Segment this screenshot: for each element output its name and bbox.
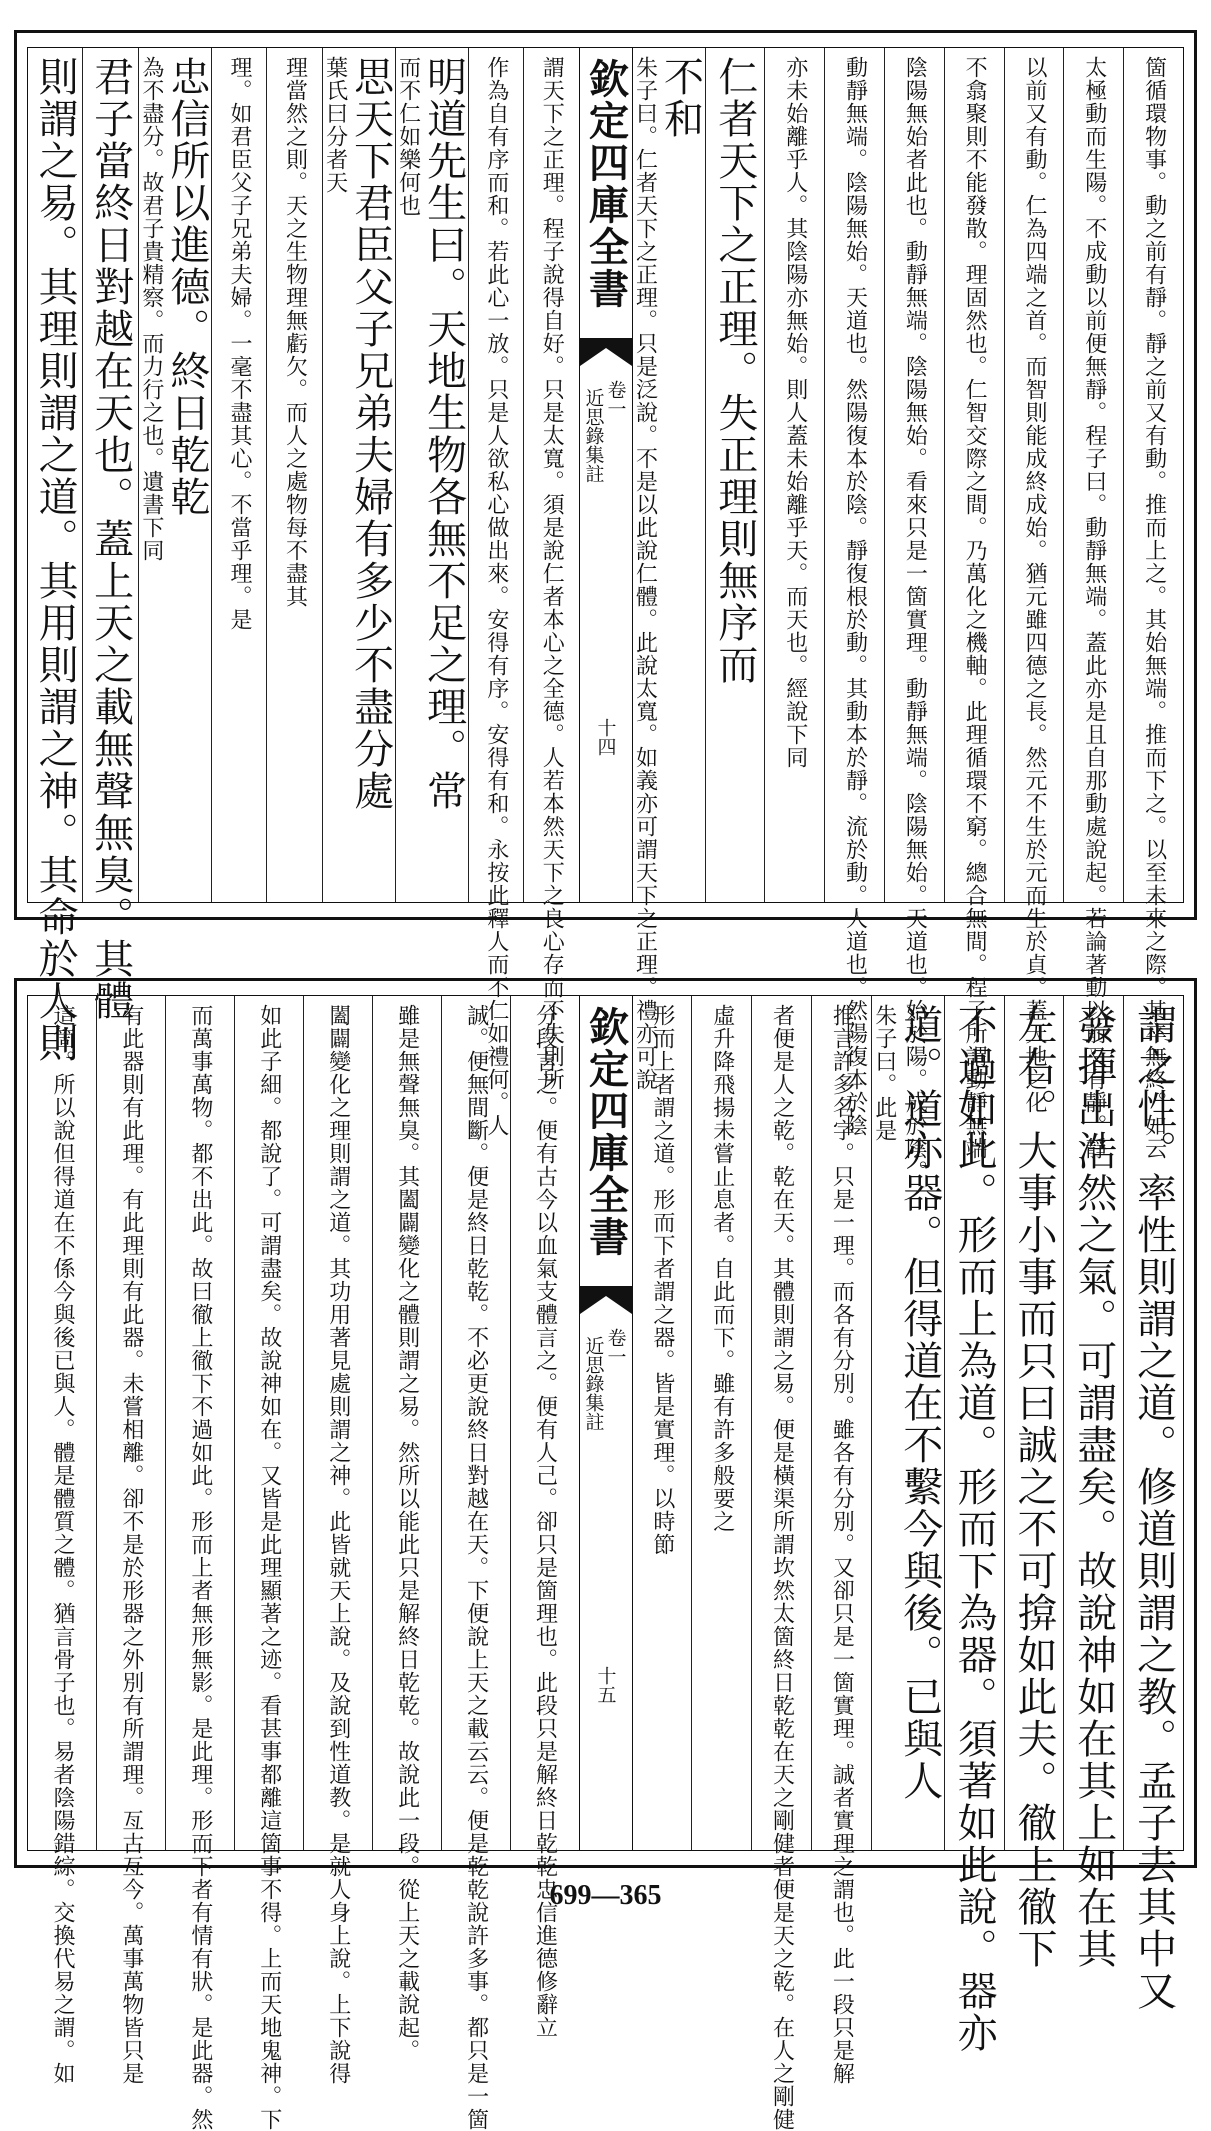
- commentary-text: 形而上者謂之道。形而下者謂之器。皆是實理。以時節: [649, 1004, 675, 1556]
- main-text: 發揮出浩然之氣。可謂盡矣。故說神如在其上如在其: [1070, 1004, 1117, 1970]
- center-juan: 卷一: [604, 1328, 627, 1366]
- text-column: [811, 996, 871, 2085]
- lower-right-half: [633, 996, 1184, 2131]
- text-column: [523, 48, 578, 1091]
- text-column: [764, 48, 824, 902]
- text-column: [1123, 48, 1183, 1160]
- text-column: [82, 48, 137, 1022]
- commentary-text: 陰陽無始者此也。動靜無端。陰陽無始。看來只是一箇實理。動靜無端。陰陽無始。天道也。始於陽。成於陰。: [902, 56, 928, 1183]
- upper-left-half: [28, 48, 579, 1137]
- commentary-text: 而萬事萬物。都不出此。故曰徹上徹下不過如此。形而上者無形無影。是此理。形而下者有情有狀。是此器。然: [187, 1004, 213, 2131]
- center-book-title: 近思錄集註: [582, 388, 605, 483]
- text-column: [441, 996, 510, 2131]
- main-text: 明道先生曰。天地生物各無不足之理。常: [420, 56, 467, 812]
- text-column: [1063, 48, 1123, 1160]
- center-juan: 卷一: [604, 380, 627, 418]
- commentary-text: 亦未始離乎人。其陰陽亦無始。則人蓋未始離乎天。而天也。經說下同: [782, 56, 808, 769]
- commentary-text: 太極動而生陽。不成動以前便無靜。程子曰。動靜無端。蓋此亦是且自那動處說起。若論著動以前又有靜。靜: [1081, 56, 1107, 1160]
- main-text: 左右。大事小事而只曰誠之不可揜如此夫。徹上徹下: [1010, 1004, 1057, 1970]
- upper-center-strip: [579, 48, 633, 902]
- center-folio: 十四: [594, 718, 617, 756]
- commentary-text: 闔闢變化之理則謂之道。其功用著見處則謂之神。此皆就天上說。及說到性道教。是就人身上說。上下說得: [325, 1004, 351, 2085]
- commentary-text: 者便是人之乾。乾在天。其體則謂之易。便是橫渠所謂坎然太箇終日乾乾在天之剛健者便是天之乾。在人之剛健: [769, 1004, 795, 2131]
- commentary-text: 誠。便無間斷。便是終日乾乾。不必更說終日對越在天。下便說上天之載云云。便是乾乾說許多事。都只是一箇: [463, 1004, 489, 2131]
- text-column: [1004, 996, 1064, 1970]
- commentary-text: 動靜無端。陰陽無始。天道也。然陽復本於陰。靜復根於動。其動本於靜。流於動。人道也。然陽復本於陰: [842, 56, 868, 1137]
- main-text: 君子當終日對越在天也。蓋上天之載無聲無臭。其體: [87, 56, 134, 1022]
- commentary-text: 虛升降飛揚未嘗止息者。自此而下。雖有許多般要之: [709, 1004, 735, 1533]
- text-column: [322, 48, 395, 902]
- commentary-text: 以前又有動。仁為四端之首。而智則能成終成始。猶元雖四德之長。然元不生於元而生於貞。蓋天地之化: [1021, 56, 1047, 1114]
- commentary-text: 理。如君臣父子兄弟夫婦。一毫不盡其心。不當乎理。是: [227, 56, 253, 631]
- text-column: [303, 996, 372, 2085]
- text-column: [138, 48, 211, 902]
- text-column: [632, 48, 705, 1091]
- commentary-text: 這箇。所以說但得道在不係今與後已與人。體是體質之體。猶言骨子也。易者陰陽錯綜。交換代易之謂。如: [49, 1004, 75, 2085]
- main-text: 忠信所以進德。終日乾乾: [163, 56, 210, 518]
- text-column: [633, 996, 692, 1850]
- text-column: [96, 996, 165, 2085]
- commentary-text: 謂天下之正理。程子說得自好。只是太寬。須是說仁者本心之全德。人若本然天下之良心存而不失則所: [539, 56, 565, 1091]
- main-text: 謂之性。率性則謂之道。修道則謂之教。孟子去其中又: [1130, 1004, 1177, 2012]
- text-column: [28, 996, 96, 2085]
- lower-center-strip: [579, 996, 633, 1850]
- text-column: [468, 48, 523, 1137]
- center-title: 欽定四庫全書: [582, 1006, 630, 1258]
- text-column: [372, 996, 441, 2062]
- main-text: 不和: [657, 56, 704, 140]
- main-text: 則謂之易。其理則謂之道。其用則謂之神。其命於人則: [32, 56, 79, 1064]
- commentary-text: 而不仁如樂何也: [395, 56, 421, 217]
- text-column: [1004, 48, 1064, 1114]
- center-folio: 十五: [594, 1666, 617, 1704]
- commentary-text: 推言許多名字。只是一理。而各有分別。雖各有分別。又卻只是一箇實理。誠者實理之謂也。此一段只是解: [829, 1004, 855, 2085]
- main-text: 思天下君臣父子兄弟夫婦有多少不盡分處: [347, 56, 394, 812]
- main-text: 道。道亦器。但得道在不繫今與後。已與人: [896, 1004, 943, 1802]
- page-number: 699—365: [549, 1880, 662, 1911]
- text-column: [871, 996, 944, 1850]
- center-book-title: 近思錄集註: [582, 1336, 605, 1431]
- main-text: 不過如此。形而上為道。形而下為器。須著如此說。器亦: [951, 1004, 998, 2054]
- text-column: [944, 48, 1004, 1160]
- main-text: 仁者天下之正理。失正理則無序而: [711, 56, 758, 686]
- fish-tail-mark: [580, 338, 632, 366]
- commentary-text: 朱子曰。此是: [871, 1004, 897, 1142]
- commentary-text: 箇循環物事。動之前有靜。靜之前又有動。推而上之。其始無端。推而下之。以至未來之際。其卒無終。如云: [1141, 56, 1167, 1160]
- commentary-text: 雖是無聲無臭。其闔闢變化之體則謂之易。然所以能此只是解終日乾乾。故說此一段。從上天之載說起。: [394, 1004, 420, 2062]
- text-column: [1123, 996, 1183, 2012]
- commentary-text: 分段言之。便有古今以血氣支體言之。便有人己。卻只是箇理也。此段只是解終日乾乾忠信進德修辭立: [532, 1004, 558, 2039]
- text-column: [28, 48, 82, 1064]
- text-column: [691, 996, 751, 1850]
- commentary-text: 如此子細。都說了。可謂盡矣。故說神如在。又皆是此理顯著之迹。看甚事都離這箇事不得。上而天地鬼神。下: [256, 1004, 282, 2131]
- text-column: [751, 996, 811, 2131]
- commentary-text: 有此器則有此理。有此理則有此器。未嘗相離。卻不是於形器之外別有所謂理。亙古亙今。萬事萬物皆只是: [118, 1004, 144, 2085]
- commentary-text: 作為自有序而和。若此心一放。只是人欲私心做出來。安得有序。安得有和。永按此釋人而不仁如禮何。人: [483, 56, 509, 1137]
- commentary-text: 朱子曰。仁者天下之正理。只是泛說。不是以此說仁體。此說太寬。如義亦可謂天下之正理。禮亦可說: [632, 56, 658, 1091]
- lower-left-half: [28, 996, 579, 2131]
- commentary-text: 不翕聚則不能發散。理固然也。仁智交際之間。乃萬化之機軸。此理循環不窮。總合無間。程子所謂動靜無端: [962, 56, 988, 1160]
- text-column: [824, 48, 884, 1137]
- text-column: [1063, 996, 1123, 1970]
- commentary-text: 為不盡分。故君子貴精察。而力行之也。遺書下同: [138, 56, 164, 562]
- commentary-text: 理當然之則。天之生物理無虧欠。而人之處物每不盡其: [282, 56, 308, 608]
- text-column: [266, 48, 321, 902]
- text-column: [211, 48, 266, 902]
- text-column: [234, 996, 303, 2131]
- text-column: [165, 996, 234, 2131]
- center-title: 欽定四庫全書: [582, 58, 630, 310]
- fish-tail-mark: [580, 1286, 632, 1314]
- text-column: [944, 996, 1004, 2054]
- commentary-text: 葉氏曰分者天: [322, 56, 348, 194]
- text-column: [395, 48, 468, 902]
- text-column: [705, 48, 765, 902]
- text-column: [510, 996, 579, 2039]
